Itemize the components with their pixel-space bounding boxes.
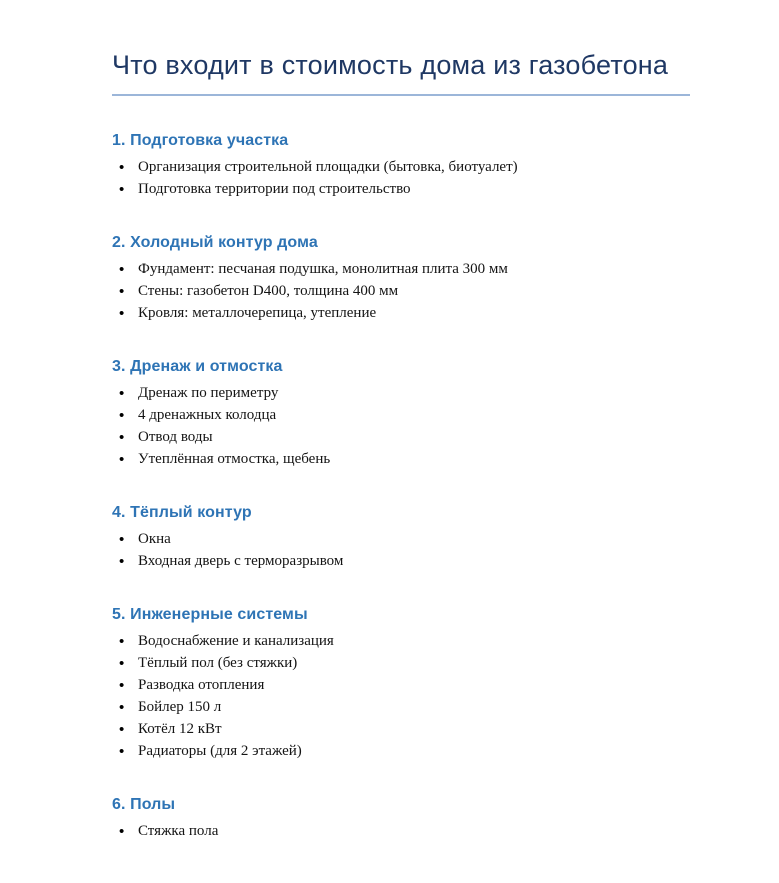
- list-item: • Водоснабжение и канализация: [112, 633, 690, 650]
- bullet-list: [112, 159, 690, 198]
- bullet-list: [112, 261, 690, 322]
- document-section: [112, 504, 690, 570]
- section-heading: 5. Инженерные системы: [112, 606, 308, 623]
- bullet-list: [112, 531, 690, 570]
- list-item: • Фундамент: песчаная подушка, монолитная плита 300 мм: [112, 261, 690, 278]
- document-section: [112, 606, 690, 760]
- document-title: Что входит в стоимость дома из газобетона: [112, 45, 690, 96]
- list-item: • Стяжка пола: [112, 823, 690, 840]
- document-section: [112, 796, 690, 840]
- list-item: • Входная дверь с терморазрывом: [112, 553, 690, 570]
- section-heading: 1. Подготовка участка: [112, 132, 289, 149]
- document-section: [112, 358, 690, 468]
- list-item: • Организация строительной площадки (бытовка, биотуалет): [112, 159, 690, 176]
- list-item: • Подготовка территории под строительство: [112, 181, 690, 198]
- list-item: • Бойлер 150 л: [112, 699, 690, 716]
- section-heading: 3. Дренаж и отмостка: [112, 358, 283, 375]
- bullet-list: [112, 385, 690, 468]
- list-item: • Дренаж по периметру: [112, 385, 690, 402]
- list-item: • Утеплённая отмостка, щебень: [112, 451, 690, 468]
- list-item: • Отвод воды: [112, 429, 690, 446]
- list-item: • Тёплый пол (без стяжки): [112, 655, 690, 672]
- section-heading: 6. Полы: [112, 796, 176, 813]
- document-body: [112, 132, 690, 840]
- list-item: • Котёл 12 кВт: [112, 721, 690, 738]
- list-item: • Окна: [112, 531, 690, 548]
- list-item: • 4 дренажных колодца: [112, 407, 690, 424]
- bullet-list: [112, 633, 690, 760]
- list-item: • Разводка отопления: [112, 677, 690, 694]
- bullet-list: [112, 823, 690, 840]
- list-item: • Кровля: металлочерепица, утепление: [112, 305, 690, 322]
- document-section: [112, 132, 690, 198]
- list-item: • Радиаторы (для 2 этажей): [112, 743, 690, 760]
- document-section: [112, 234, 690, 322]
- list-item: • Стены: газобетон D400, толщина 400 мм: [112, 283, 690, 300]
- section-heading: 2. Холодный контур дома: [112, 234, 318, 251]
- section-heading: 4. Тёплый контур: [112, 504, 252, 521]
